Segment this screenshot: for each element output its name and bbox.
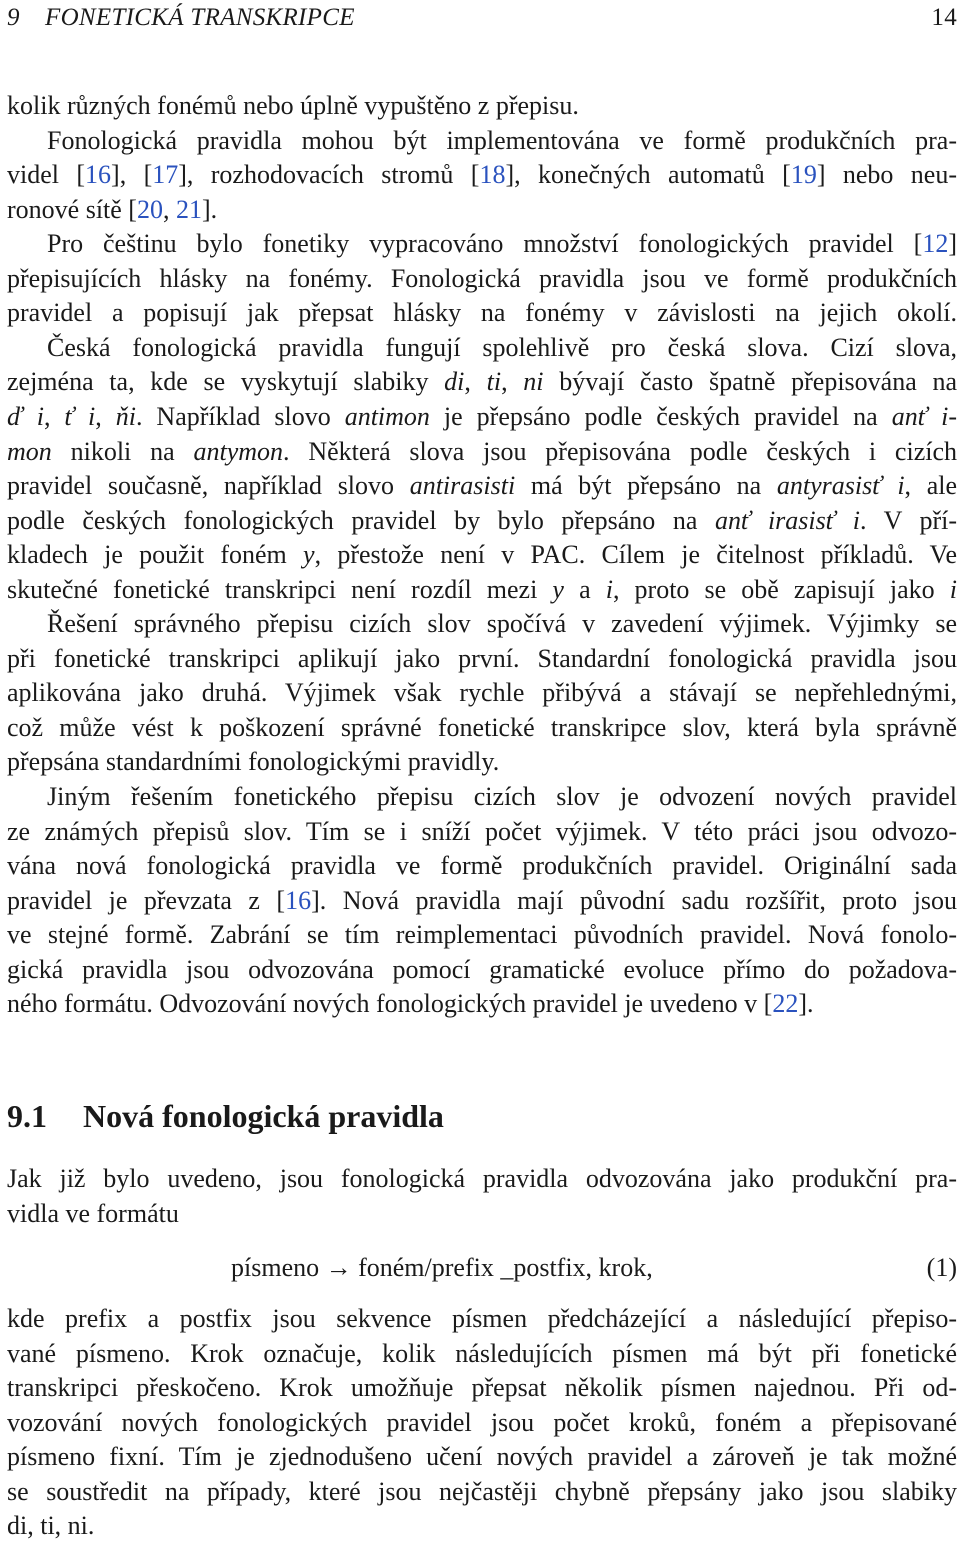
equation-formula: písmeno → foném/prefix _postfix, krok, [231,1253,653,1282]
citation-link[interactable]: 21 [175,194,202,224]
text-line [7,261,957,297]
text-line [47,123,957,159]
text-line [7,744,957,780]
text-run: skutečné fonetické transkripci není rozdíl mezi [7,574,553,604]
italic-text: anť irasisť i [714,505,860,535]
citation-link[interactable]: 17 [152,160,179,190]
text-run: kladech je použit foném [7,540,304,570]
text-run: kolik různých fonémů nebo úplně vypuštěno z přepisu. [7,91,579,120]
text-line [47,226,957,262]
text-run: ve stejné formě. Zabrání se tím reimplementaci původních pravidel. Nová fonolo- [7,920,957,950]
text-line [7,468,957,504]
text-run: gická pravidla jsou odvozována pomocí gramatické evoluce přímo do požadova- [7,954,957,984]
text-run: Jiným řešením fonetického přepisu cizích slov je odvození nových pravidel [47,782,957,811]
text-run: se soustředit na případy, které jsou nejčastěji chybně přepsány jako jsou slabiky [7,1476,957,1506]
text-line [7,710,957,746]
italic-text: ni [523,367,544,397]
text-run: vána nová fonologická pravidla ve formě produkčních pravidel. Originální sada [7,851,957,881]
text-run: aplikována jako druhá. Výjimek však rychle přibývá a stávají se nepřehlednými, [7,678,957,708]
text-run: , proto se obě zapisují jako [612,574,950,604]
italic-text: antirasisti [409,471,516,501]
text-run: videl [ [7,160,86,190]
running-head [7,4,957,38]
text-run: přepisujících hlásky na fonémy. Fonologická pravidla jsou ve formě produkčních [7,263,957,293]
text-run: ], konečných automatů [ [505,160,791,190]
text-line [7,641,957,677]
citation-link[interactable]: 16 [285,885,312,915]
text-run: ze známých přepisů slov. Tím se i sníží počet výjimek. V této práci jsou odvozo- [7,816,957,846]
text-line [7,917,957,953]
text-run: zejména ta, kde se vyskytují slabiky [7,367,445,397]
italic-text: ď i [7,401,45,431]
text-run: ], [ [111,160,153,190]
text-run: vidla ve formátu [7,1198,179,1228]
text-run: při fonetické transkripci aplikují jako první. Standardní fonologická pravidla jsou [7,643,957,673]
citation-link[interactable]: 20 [136,194,163,224]
italic-text: antymon [193,436,284,466]
equation [7,1250,957,1286]
italic-text: i [605,574,613,604]
text-line [47,779,957,815]
text-line [7,675,957,711]
text-run: přepsána standardními fonologickými pravidly. [7,747,500,777]
text-run: vozování nových fonologických pravidel jsou počet kroků, foném a přepisované [7,1407,957,1437]
text-run: ] nebo neu- [816,160,957,190]
text-run: di, ti, ni. [7,1511,95,1541]
text-line [7,192,957,228]
text-line [7,1439,957,1475]
italic-text: mon [7,436,52,466]
text-run: pravidel současně, například slovo [7,471,410,501]
text-run: Jak již bylo uvedeno, jsou fonologická pravidla odvozována jako produkční pra- [7,1164,957,1193]
text-line [7,814,957,850]
text-run: což může vést k poškození správné fonetické transkripce slov, která byla správně [7,712,957,742]
text-line [7,537,957,573]
text-run: Česká fonologická pravidla fungují spolehlivě pro česká slova. Cizí slova, [47,332,957,362]
italic-text: antyrasisť i [776,471,905,501]
text-run: , přestože není v PAC. Cílem je čitelnost příkladů. Ve [314,540,957,570]
text-run: má být přepsáno na [515,471,777,501]
text-run: kde prefix a postfix jsou sekvence písmen předcházející a následující přepiso- [7,1304,957,1333]
text-run: . Například slovo [135,401,345,431]
citation-link[interactable]: 18 [479,160,506,190]
text-line [7,1370,957,1406]
italic-text: ť i [64,401,96,431]
italic-text: y [552,574,564,604]
text-run: ], rozhodovacích stromů [ [178,160,480,190]
text-run: Fonologická pravidla mohou být implementována ve formě produkčních pra- [47,125,957,155]
text-line [7,157,957,193]
citation-link[interactable]: 16 [85,160,112,190]
chapter-number: 9 [7,4,20,31]
text-line [7,848,957,884]
italic-text: antimon [344,401,430,431]
text-line [7,883,957,919]
text-line [7,1196,957,1232]
text-line [47,330,957,366]
text-run: písmeno fixní. Tím je zjednodušeno učení nových pravidel a zároveň je tak možné [7,1442,957,1472]
page-number: 14 [931,4,957,31]
text-run: , ale [904,471,958,501]
text-line [7,434,957,470]
text-line [47,606,957,642]
italic-text: ti [486,367,502,397]
text-run: , [501,367,524,397]
text-line [7,1474,957,1510]
text-run: je přepsáno podle českých pravidel na [429,401,892,431]
text-run: a [563,574,606,604]
text-run: ného formátu. Odvozování nových fonologických pravidel je uvedeno v [ [7,989,773,1019]
text-line [7,1301,957,1337]
text-line [7,364,957,400]
text-run: , [162,194,176,224]
text-run: pravidel je převzata z [ [7,885,286,915]
text-run: bývají často špatně přepisována na [543,367,957,397]
text-run: , [95,401,116,431]
text-run: , [44,401,65,431]
chapter-title: FONETICKÁ TRANSKRIPCE [45,4,355,31]
text-line [7,1508,957,1544]
text-line [7,1405,957,1441]
text-run: ronové sítě [ [7,194,137,224]
text-run: vané písmeno. Krok označuje, kolik následujících písmen má být při fonetické [7,1338,957,1368]
text-line [7,572,957,608]
text-run: ]. [201,194,218,224]
text-run: ] [948,229,957,259]
italic-text: y [303,540,315,570]
text-run: nikoli na [51,436,194,466]
text-run: Pro češtinu bylo fonetiky vypracováno množství fonologických pravidel [ [47,229,923,259]
text-line [7,295,957,331]
text-run: ]. Nová pravidla mají původní sadu rozšířit, proto jsou [311,885,957,915]
text-run: Řešení správného přepisu cizích slov spočívá v zavedení výjimek. Výjimky se [47,609,957,639]
text-line [7,986,957,1022]
section-title: Nová fonologická pravidla [83,1098,444,1134]
text-run: ]. [798,989,814,1019]
text-line [7,88,957,124]
text-run: pravidel a popisují jak přepsat hlásky na fonémy v závislosti na jejich okolí. [7,298,957,328]
italic-text: i [949,574,958,604]
italic-text: anť i- [891,401,958,431]
text-run: transkripci přeskočeno. Krok umožňuje přepsat několik písmen najednou. Při od- [7,1373,957,1403]
equation-number: (1) [926,1253,957,1282]
citation-link[interactable]: 19 [790,160,817,190]
text-line [7,399,957,435]
text-run: podle českých fonologických pravidel by bylo přepsáno na [7,505,715,535]
section-number: 9.1 [7,1098,47,1134]
text-run: , [464,367,487,397]
text-line [7,1336,957,1372]
italic-text: ňi [115,401,136,431]
citation-link[interactable]: 12 [922,229,949,259]
text-run: . V pří- [860,505,957,535]
citation-link[interactable]: 22 [772,989,799,1019]
text-line [7,1161,957,1197]
text-run: . Některá slova jsou přepisována podle českých i cizích [283,436,957,466]
italic-text: di [444,367,465,397]
text-line [7,952,957,988]
text-line [7,503,957,539]
